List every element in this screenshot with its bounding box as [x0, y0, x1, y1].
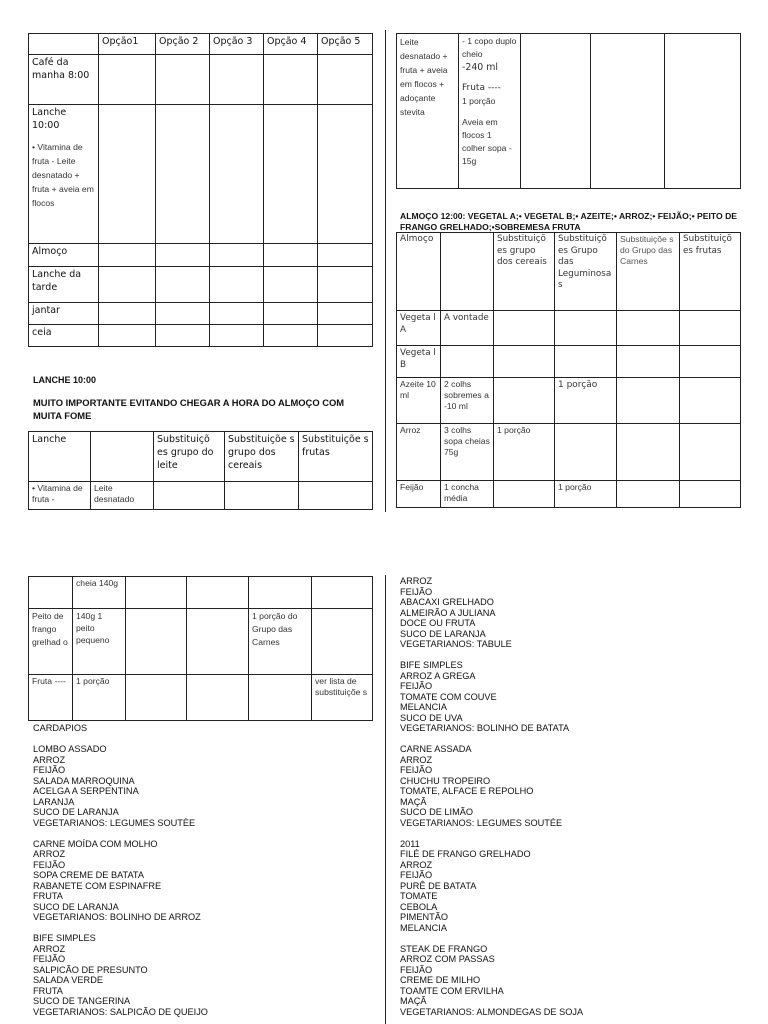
- menu-line: TOMATE COM COUVE: [400, 691, 497, 702]
- cell-text: - 1 copo duplo cheio: [462, 36, 517, 59]
- menu-line: FEIJÃO: [400, 964, 433, 975]
- menu-line: SALADA VERDE: [33, 975, 103, 985]
- row-label: Lanche 10:00: [32, 107, 67, 131]
- menu-block: [33, 744, 208, 828]
- cell: Leite desnatado + fruta + aveia em flocos + adoçante stevita: [397, 34, 459, 189]
- header-cell: Substituiçõ es Grupo das Leguminosa s: [555, 233, 617, 311]
- lanche-continuation-table: [396, 33, 741, 189]
- almoco-table: [396, 232, 741, 508]
- menu-line: VEGETARIANOS: BOLINHO DE BATATA: [400, 723, 570, 733]
- menu-line: SUCO DE UVA: [400, 712, 463, 723]
- table-row: [397, 346, 741, 378]
- cardapios-right: [400, 576, 583, 1024]
- header-cell: Substituiçõ es grupo do leite: [154, 432, 225, 482]
- menu-line: VEGETARIANOS: BOLINHO DE ARROZ: [33, 912, 201, 922]
- cell: 1 porção do Grupo das Carnes: [249, 609, 312, 675]
- menu-line: SUCO DE LARANJA: [400, 628, 486, 639]
- menu-line: SOPA CREME DE BATATA: [33, 870, 144, 880]
- menu-line: MELANCIA: [400, 922, 447, 933]
- menu-line: LARANJA: [33, 796, 75, 807]
- menu-line: VEGETARIANOS: TABULE: [400, 639, 512, 649]
- menu-line: SALADA MARROQUINA: [33, 775, 135, 786]
- menu-line: TOAMTE COM ERVILHA: [400, 985, 504, 996]
- cell: Peito de frango grelhad o: [29, 609, 73, 675]
- menu-line: MAÇÃ: [400, 796, 427, 807]
- header-cell: Lanche: [29, 432, 91, 482]
- table-row: [29, 577, 373, 609]
- menu-block: [33, 839, 208, 923]
- header-cell: Substituiçõ es grupo dos cereais: [494, 233, 555, 311]
- menu-block: [400, 576, 583, 650]
- cell: • Vitamina de fruta -: [29, 482, 91, 510]
- menu-line: CHUCHU TROPEIRO: [400, 775, 491, 786]
- cell: Azeite 10 ml: [397, 378, 441, 424]
- header-cell: Opção 2: [156, 34, 210, 55]
- table-row: [397, 481, 741, 508]
- menu-block: [400, 944, 583, 1018]
- cell: 1 porção: [494, 424, 555, 481]
- menu-line: ALMEIRÃO A JULIANA: [400, 607, 496, 618]
- menu-line: RABANETE COM ESPINAFRE: [33, 880, 162, 891]
- menu-line: SUCO DE LARANJA: [33, 901, 119, 912]
- menu-line: ARROZ: [400, 576, 433, 586]
- row-label: Almoço: [29, 244, 99, 267]
- menu-line: FILÉ DE FRANGO GRELHADO: [400, 849, 531, 859]
- menu-line: CREME DE MILHO: [400, 975, 481, 985]
- cell: Leite desnatado: [91, 482, 154, 510]
- menu-line: TOMATE, ALFACE E REPOLHO: [400, 786, 534, 796]
- menu-line: BIFE SIMPLES: [33, 933, 96, 943]
- page-divider-top: [385, 30, 386, 512]
- header-cell: [91, 432, 154, 482]
- menu-line: VEGETARIANOS: LEGUMES SOUTÉE: [400, 817, 563, 828]
- table-row: [29, 675, 373, 721]
- table-header-row: [397, 233, 741, 311]
- header-cell: Substituiçõe s frutas: [299, 432, 373, 482]
- menu-line: SALPICÃO DE PRESUNTO: [33, 964, 148, 975]
- menu-line: VEGETARIANOS: LEGUMES SOUTÈE: [33, 817, 196, 828]
- menu-line: ACELGA A SERPENTINA: [33, 786, 139, 796]
- menu-line: FRUTA: [33, 891, 63, 901]
- menu-line: ABACAXI GRELHADO: [400, 597, 494, 607]
- menu-line: ARROZ: [33, 943, 66, 954]
- menu-line: FEIJÃO: [400, 586, 433, 597]
- table-row: [29, 244, 373, 267]
- header-cell: Substituiçõe s grupo dos cereais: [225, 432, 299, 482]
- menu-line: FEIJÃO: [400, 681, 433, 691]
- menu-line: MELANCIA: [400, 702, 447, 712]
- menu-block: [400, 660, 583, 734]
- cell: 1 porção: [73, 675, 126, 721]
- menu-line: 2011: [400, 838, 420, 849]
- row-label: ceia: [29, 325, 99, 347]
- menu-line: DOCE OU FRUTA: [400, 618, 476, 628]
- menu-line: FEIJÃO: [400, 870, 433, 880]
- table-row: [397, 378, 741, 424]
- header-cell: Opção1: [99, 34, 156, 55]
- table-row: [29, 609, 373, 675]
- table-row: [29, 325, 373, 347]
- table-row: [29, 482, 373, 510]
- cell-text: Aveia em flocos 1 colher sopa - 15g: [462, 117, 512, 166]
- menu-line: LOMBO ASSADO: [33, 744, 107, 754]
- menu-block: [33, 933, 208, 1017]
- cell-text: Fruta ----: [462, 83, 501, 93]
- menu-line: PIMENTÃO: [400, 912, 448, 922]
- menu-line: ARROZ A GREGA: [400, 670, 476, 681]
- header-cell: Opção 5: [318, 34, 373, 55]
- cell-text: 1 porção: [462, 96, 496, 106]
- cell-text: -240 ml: [462, 62, 498, 73]
- menu-line: CARNE MOÍDA COM MOLHO: [33, 838, 158, 849]
- cell: cheia 140g: [73, 577, 126, 609]
- menu-line: FRUTA: [33, 985, 63, 996]
- row-label-cell: [29, 105, 99, 244]
- menu-line: CARNE ASSADA: [400, 744, 472, 754]
- menu-line: PURÊ DE BATATA: [400, 880, 477, 891]
- menu-line: MAÇÃ: [400, 996, 427, 1006]
- cardapios-left: [33, 723, 208, 1024]
- table-row: [397, 34, 741, 189]
- menu-line: STEAK DE FRANGO: [400, 943, 488, 954]
- header-cell: Opção 4: [264, 34, 318, 55]
- table-row: [29, 267, 373, 303]
- cell: 140g 1 peito pequeno: [73, 609, 126, 675]
- menu-line: VEGETARIANOS: ALMONDEGAS DE SOJA: [400, 1006, 584, 1017]
- menu-line: SUCO DE LIMÃO: [400, 807, 474, 817]
- row-label: Café da manha 8:00: [29, 55, 99, 105]
- header-cell: Almoço: [397, 233, 441, 311]
- menu-line: FEIJÃO: [400, 765, 433, 775]
- table-row: [29, 55, 373, 105]
- cell: 1 porção: [555, 481, 617, 508]
- table-header-row: [29, 34, 373, 55]
- menu-block: [400, 839, 583, 934]
- menu-line: CEBOLA: [400, 901, 438, 912]
- header-cell: Substituiçõe s do Grupo das Carnes: [617, 233, 680, 311]
- table-row: [29, 303, 373, 325]
- cell: 1 concha média: [441, 481, 494, 508]
- menu-line: VEGETARIANOS: SALPICÃO DE QUEIJO: [33, 1006, 208, 1017]
- table-row: [397, 311, 741, 346]
- menu-line: ARROZ: [33, 849, 66, 859]
- cell: Fruta ----: [29, 675, 73, 721]
- menu-line: ARROZ: [33, 754, 66, 765]
- table-row: [397, 424, 741, 481]
- menu-line: BIFE SIMPLES: [400, 660, 463, 670]
- cell: A vontade: [441, 311, 494, 346]
- menu-line: FEIJÃO: [33, 859, 66, 870]
- row-note: • Vitamina de fruta - Leite desnatado + fruta + aveia em flocos: [32, 142, 94, 208]
- lanche-table: [28, 431, 373, 510]
- cell: 1 porção: [555, 378, 617, 424]
- almoco-continuation-table: [28, 576, 373, 721]
- menu-line: FEIJÃO: [33, 765, 66, 775]
- cell: [459, 34, 521, 189]
- menu-line: ARROZ: [400, 754, 433, 765]
- header-cell: Substituiçõ es frutas: [680, 233, 741, 311]
- table-row: [29, 105, 373, 244]
- menu-line: ARROZ COM PASSAS: [400, 954, 495, 964]
- menu-title: CARDAPIOS: [33, 723, 88, 733]
- cell: ver lista de substituiçõe s: [312, 675, 373, 721]
- cell: Feijão: [397, 481, 441, 508]
- lanche-subheading: MUITO IMPORTANTE EVITANDO CHEGAR A HORA DO ALMOÇO COM MUITA FOME: [33, 397, 345, 421]
- lanche-heading: LANCHE 10:00: [33, 375, 97, 385]
- cell: Vegeta l A: [397, 311, 441, 346]
- almoco-heading: ALMOÇO 12:00: VEGETAL A;• VEGETAL B;• AZEITE;• ARROZ;• FEIJÃO;• PEITO DE FRANGO GRELHADO;•SOBREMESA FRUTA: [400, 211, 738, 232]
- menu-line: SUCO DE TANGERINA: [33, 996, 131, 1006]
- cell: Vegeta l B: [397, 346, 441, 378]
- header-cell: [441, 233, 494, 311]
- menu-block: [33, 723, 208, 734]
- row-label: jantar: [29, 303, 99, 325]
- menu-line: SUCO DE LARANJA: [33, 807, 119, 817]
- header-cell: Opção 3: [210, 34, 264, 55]
- menu-line: TOMATE: [400, 891, 438, 901]
- menu-block: [400, 744, 583, 828]
- cell: Arroz: [397, 424, 441, 481]
- menu-line: ARROZ: [400, 859, 433, 870]
- page-divider-bottom: [385, 575, 386, 1024]
- meal-options-table: [28, 33, 373, 347]
- cell: 3 colhs sopa cheias 75g: [441, 424, 494, 481]
- row-label: Lanche da tarde: [29, 267, 99, 303]
- cell: 2 colhs sobremes a -10 ml: [441, 378, 494, 424]
- table-header-row: [29, 432, 373, 482]
- header-cell: [29, 34, 99, 55]
- menu-line: FEIJÃO: [33, 954, 66, 964]
